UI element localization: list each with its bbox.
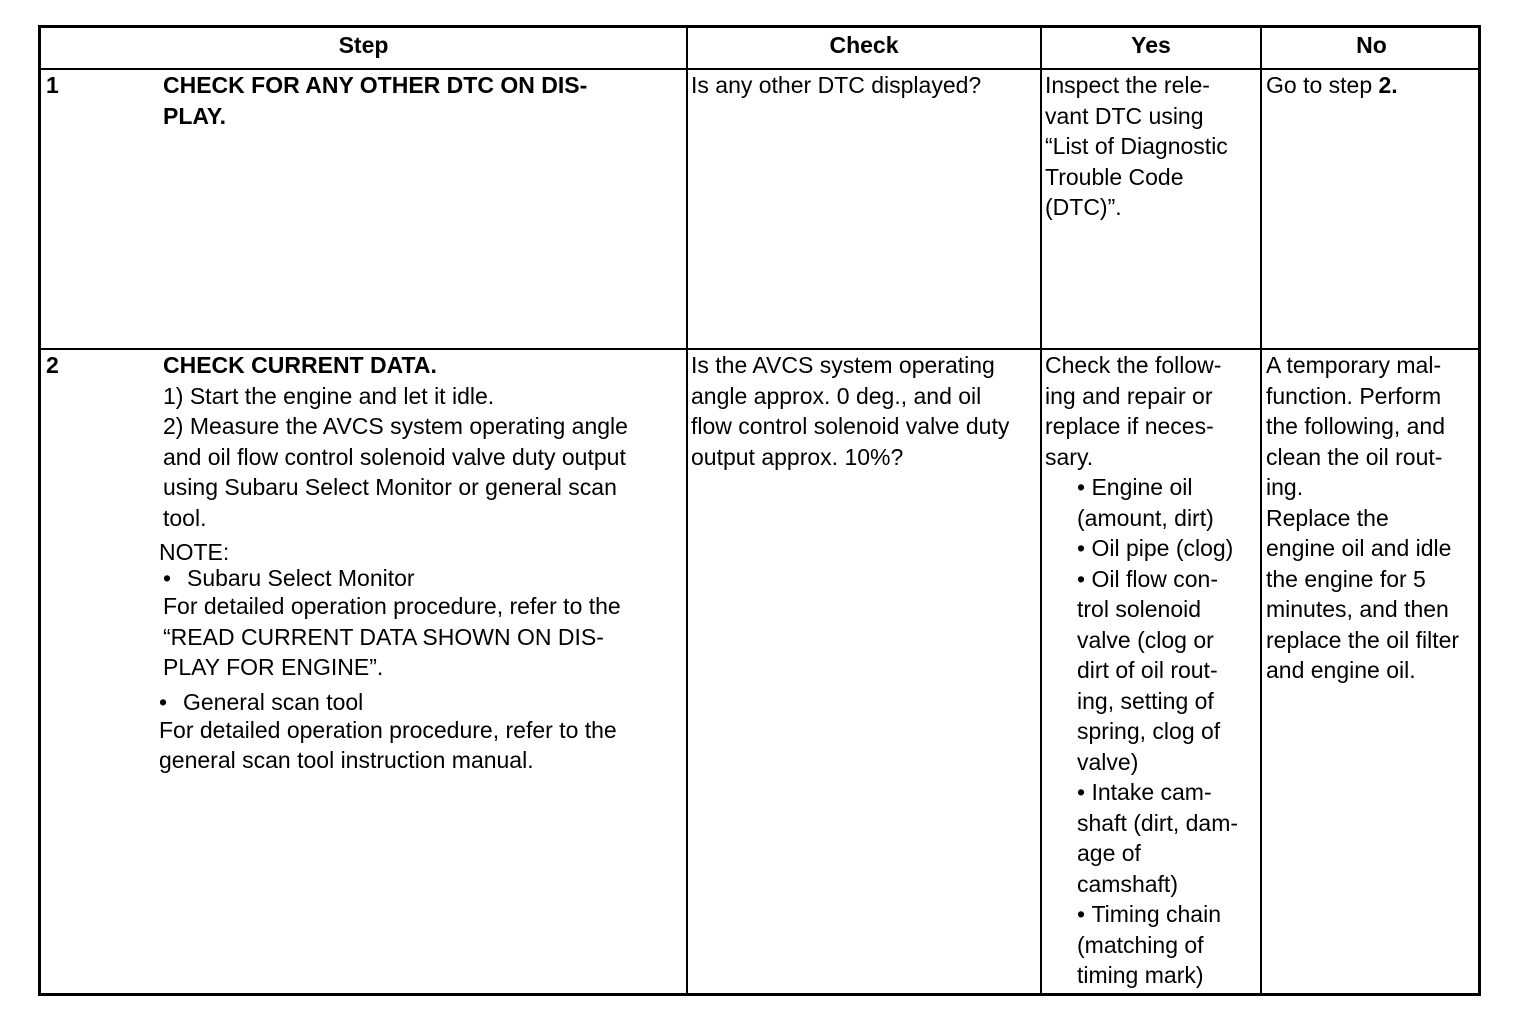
diagnostic-table (38, 25, 1481, 996)
title-line: CHECK FOR ANY OTHER DTC ON DIS- (163, 72, 588, 98)
text-line: For detailed operation procedure, refer to the (159, 716, 617, 743)
yes-action (1045, 70, 1257, 223)
item-text: camshaft) (1077, 870, 1178, 897)
text-line: and engine oil. (1266, 657, 1416, 683)
item-text: dirt of oil rout- (1077, 657, 1218, 683)
no-action (1266, 350, 1480, 686)
bullet-mark: • (1077, 474, 1092, 500)
text-line: clean the oil rout- (1266, 443, 1443, 470)
text-line: vant DTC using (1045, 102, 1204, 129)
text-line: For detailed operation procedure, refer to the (163, 593, 621, 619)
note-block (159, 539, 683, 776)
text-line: engine oil and idle (1266, 535, 1452, 561)
bullet-mark: • (1077, 779, 1092, 805)
item-text: trol solenoid (1077, 596, 1202, 622)
text-line: Inspect the rele- (1045, 72, 1210, 98)
text-line: 2) Measure the AVCS system operating angle (163, 413, 628, 439)
text-line: PLAY FOR ENGINE”. (163, 654, 384, 680)
list-item (1077, 472, 1259, 503)
text-line: angle approx. 0 deg., and oil (691, 382, 982, 409)
item-text: ing, setting of (1077, 687, 1214, 714)
check-question (691, 350, 1036, 472)
step-title: CHECK CURRENT DATA. (163, 352, 437, 378)
text-line: Trouble Code (1045, 163, 1184, 190)
header-step: Step (338, 32, 389, 58)
text-line: “List of Diagnostic (1045, 133, 1228, 159)
item-text: spring, clog of (1077, 718, 1221, 744)
yes-action (1045, 350, 1259, 991)
column-divider (1040, 28, 1042, 993)
header-no: No (1356, 32, 1387, 58)
step-number: 1 (46, 72, 59, 98)
text-line: (DTC)”. (1045, 194, 1122, 220)
title-line: PLAY. (163, 102, 227, 129)
text-line: ing and repair or (1045, 382, 1213, 409)
list-item (1077, 899, 1259, 930)
bullet-mark: • (1077, 565, 1092, 592)
list-item (1077, 533, 1259, 564)
text-line: and oil flow control solenoid valve duty output (163, 443, 626, 470)
item-text: timing mark) (1077, 962, 1204, 988)
text-line: 1) Start the engine and let it idle. (163, 382, 495, 409)
header-yes: Yes (1131, 32, 1171, 58)
step-number: 2 (46, 352, 59, 378)
text-line: tool. (163, 504, 207, 531)
note-bullet: • General scan tool (159, 689, 683, 715)
list-item (1077, 564, 1259, 595)
item-text: age of (1077, 840, 1141, 866)
text-line: A temporary mal- (1266, 352, 1442, 378)
list-item (1077, 777, 1259, 808)
step-procedure (159, 350, 683, 776)
bullet-mark: • (1077, 535, 1092, 561)
step-title (163, 70, 683, 131)
text-line: the engine for 5 (1266, 565, 1426, 592)
text-line: ing. (1266, 474, 1304, 500)
note-label: NOTE: (159, 539, 230, 565)
no-action (1266, 70, 1478, 101)
item-text: Intake cam- (1091, 779, 1212, 805)
text-line: “READ CURRENT DATA SHOWN ON DIS- (163, 623, 604, 650)
item-text: valve (clog or (1077, 626, 1214, 653)
check-question: Is any other DTC displayed? (691, 72, 982, 98)
text-line: minutes, and then (1266, 596, 1449, 622)
item-text: valve) (1077, 748, 1139, 775)
text-line: flow control solenoid valve duty (691, 413, 1010, 439)
inspection-list (1045, 472, 1259, 991)
text-line: function. Perform (1266, 382, 1442, 409)
column-divider (1260, 28, 1262, 993)
item-text: Oil flow con- (1091, 565, 1218, 592)
no-prefix: Go to step (1266, 72, 1379, 98)
text-line: replace if neces- (1045, 413, 1214, 439)
text-line: Replace the (1266, 504, 1389, 531)
item-text: (matching of (1077, 931, 1204, 958)
column-divider (686, 28, 688, 993)
text-line: replace the oil filter (1266, 626, 1460, 653)
item-text: shaft (dirt, dam- (1077, 809, 1239, 836)
goto-step: 2. (1378, 72, 1398, 98)
text-line: sary. (1045, 443, 1094, 470)
item-text: Engine oil (1091, 474, 1193, 500)
item-text: Oil pipe (clog) (1091, 535, 1234, 561)
bullet-mark: • (1077, 901, 1092, 927)
item-text: Timing chain (1091, 901, 1221, 927)
text-line: output approx. 10%? (691, 443, 904, 470)
text-line: the following, and (1266, 413, 1446, 439)
header-check: Check (829, 32, 899, 58)
text-line: using Subaru Select Monitor or general scan (163, 474, 617, 500)
text-line: Check the follow- (1045, 352, 1222, 378)
text-line: general scan tool instruction manual. (159, 747, 534, 773)
text-line: Is the AVCS system operating (691, 352, 995, 378)
item-text: (amount, dirt) (1077, 504, 1214, 531)
note-bullet: • Subaru Select Monitor (159, 565, 683, 591)
